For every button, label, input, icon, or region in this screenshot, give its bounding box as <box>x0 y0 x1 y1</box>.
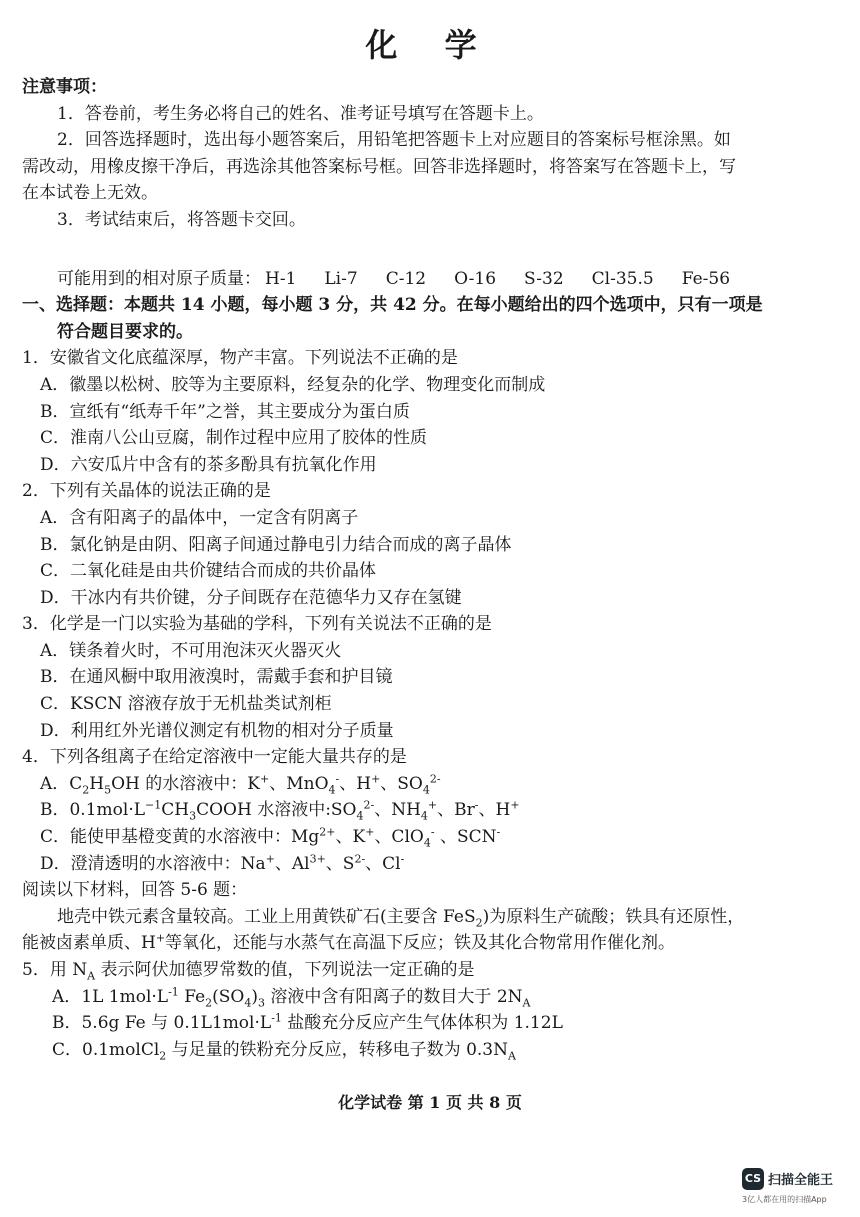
atomic-mass-item: C-12 <box>385 268 427 289</box>
q4-option-a: A．$C_2H_5OH$ 的水溶液中：K+、MnO$_4$-、H+、$SO_4^{2-}$ <box>40 772 441 797</box>
q3-option-d: D．利用红外光谱仪测定有机物的相对分子质量 <box>40 720 394 741</box>
q1-option-c: C．淮南八公山豆腐，制作过程中应用了胶体的性质 <box>40 428 428 449</box>
q4-option-d: D．澄清透明的水溶液中：Na+、$Al^{3+}$、$S^{2-}$、Cl- <box>40 851 405 874</box>
atomic-masses <box>22 266 838 293</box>
q5-option-b: B．5.6g Fe 与 $0.1L1mol\cdot L^{-1}$ 盐酸充分反应产生气体体积为 1.12L <box>52 1011 563 1034</box>
notice-item-1: 1．答卷前，考生务必将自己的姓名、准考证号填写在答题卡上。 <box>57 103 544 124</box>
q4-stem: 4．下列各组离子在给定溶液中一定能大量共存的是 <box>22 747 407 768</box>
q3-option-c: C．KSCN 溶液存放于无机盐类试剂柜 <box>40 694 332 715</box>
atomic-mass-item: H-1 <box>265 268 297 289</box>
q2-option-a: A．含有阳离子的晶体中，一定含有阴离子 <box>40 507 359 528</box>
q5-option-a: A．1L $1mol\cdot L^{-1}$ $Fe_2(SO_4)_3$ 溶液中含有阳离子的数目大于 $2N_A$ <box>52 984 531 1009</box>
notice-item-2c: 在本试卷上无效。 <box>22 183 158 204</box>
reading-intro: 阅读以下材料，回答 5-6 题： <box>22 880 248 901</box>
q1-stem: 1．安徽省文化底蕴深厚，物产丰富。下列说法不正确的是 <box>22 348 458 369</box>
q2-stem: 2．下列有关晶体的说法正确的是 <box>22 481 271 502</box>
atomic-mass-item: S-32 <box>524 268 564 289</box>
notice-heading: 注意事项： <box>22 77 107 97</box>
q5-option-c: C．0.1molCl$_2$ 与足量的铁粉充分反应，转移电子数为 $0.3N_A$ <box>52 1039 516 1063</box>
atomic-mass-item: Fe-56 <box>681 268 731 289</box>
atomic-mass-item: Li-7 <box>324 268 358 289</box>
q5-stem: 5．用 $N_A$ 表示阿伏加德罗常数的值，下列说法一定正确的是 <box>22 960 475 983</box>
page-footer: 化学试卷 第 1 页 共 8 页 <box>338 1093 522 1112</box>
section-1-heading-cont: 符合题目要求的。 <box>57 321 193 342</box>
page-title: 化 学 <box>365 26 495 64</box>
atomic-mass-item: O-16 <box>454 268 497 289</box>
notice-item-2a: 2．回答选择题时，选出每小题答案后，用铅笔把答题卡上对应题目的答案标号框涂黑。如 <box>57 130 731 151</box>
q3-stem: 3．化学是一门以实验为基础的学科，下列有关说法不正确的是 <box>22 614 492 635</box>
reading-paragraph-1: 地壳中铁元素含量较高。工业上用黄铁矿石(主要含 FeS$_2$)为原料生产硫酸；铁具有还原性， <box>57 906 745 930</box>
q1-option-a: A．徽墨以松树、胶等为主要原料，经复杂的化学、物理变化而制成 <box>40 374 546 395</box>
watermark-tagline: 3亿人都在用的扫描App <box>742 1195 827 1204</box>
notice-item-3: 3．考试结束后，将答题卡交回。 <box>57 209 306 230</box>
q1-option-d: D．六安瓜片中含有的茶多酚具有抗氧化作用 <box>40 454 377 475</box>
notice-item-2b: 需改动，用橡皮擦干净后，再选涂其他答案标号框。回答非选择题时，将答案写在答题卡上，写 <box>22 156 736 177</box>
atomic-mass-item: Cl-35.5 <box>591 268 654 289</box>
q4-option-c: C．能使甲基橙变黄的水溶液中：$Mg^{2+}$、K+、ClO$_4$- 、SCN- <box>40 825 501 850</box>
atomic-masses-label: 可能用到的相对原子质量： <box>57 268 261 289</box>
exam-content <box>22 74 838 1063</box>
scanner-watermark <box>742 1168 852 1208</box>
q2-option-c: C．二氧化硅是由共价键结合而成的共价晶体 <box>40 561 377 582</box>
q4-option-b: B．$0.1mol\cdot L^{-1}CH_3COOH$ 水溶液中$:SO_4^{2-}$、$NH_4^+$、Br-、H+ <box>40 798 520 823</box>
camscanner-logo-icon: CS <box>742 1168 764 1190</box>
q2-option-d: D．干冰内有共价键，分子间既存在范德华力又存在氢键 <box>40 587 462 608</box>
section-1-heading: 一、选择题：本题共 14 小题，每小题 3 分，共 42 分。在每小题给出的四个选项中，只有一项是 <box>22 295 763 316</box>
q1-option-b: B．宣纸有“纸寿千年”之誉，其主要成分为蛋白质 <box>40 401 410 422</box>
watermark-app-name: 扫描全能王 <box>768 1173 834 1188</box>
q3-option-a: A．镁条着火时，不可用泡沫灭火器灭火 <box>40 640 342 661</box>
q2-option-b: B．氯化钠是由阴、阳离子间通过静电引力结合而成的离子晶体 <box>40 534 512 555</box>
reading-paragraph-2: 能被卤素单质、H+等氧化，还能与水蒸气在高温下反应；铁及其化合物常用作催化剂。 <box>22 931 676 954</box>
q3-option-b: B．在通风橱中取用液溴时，需戴手套和护目镜 <box>40 667 393 688</box>
